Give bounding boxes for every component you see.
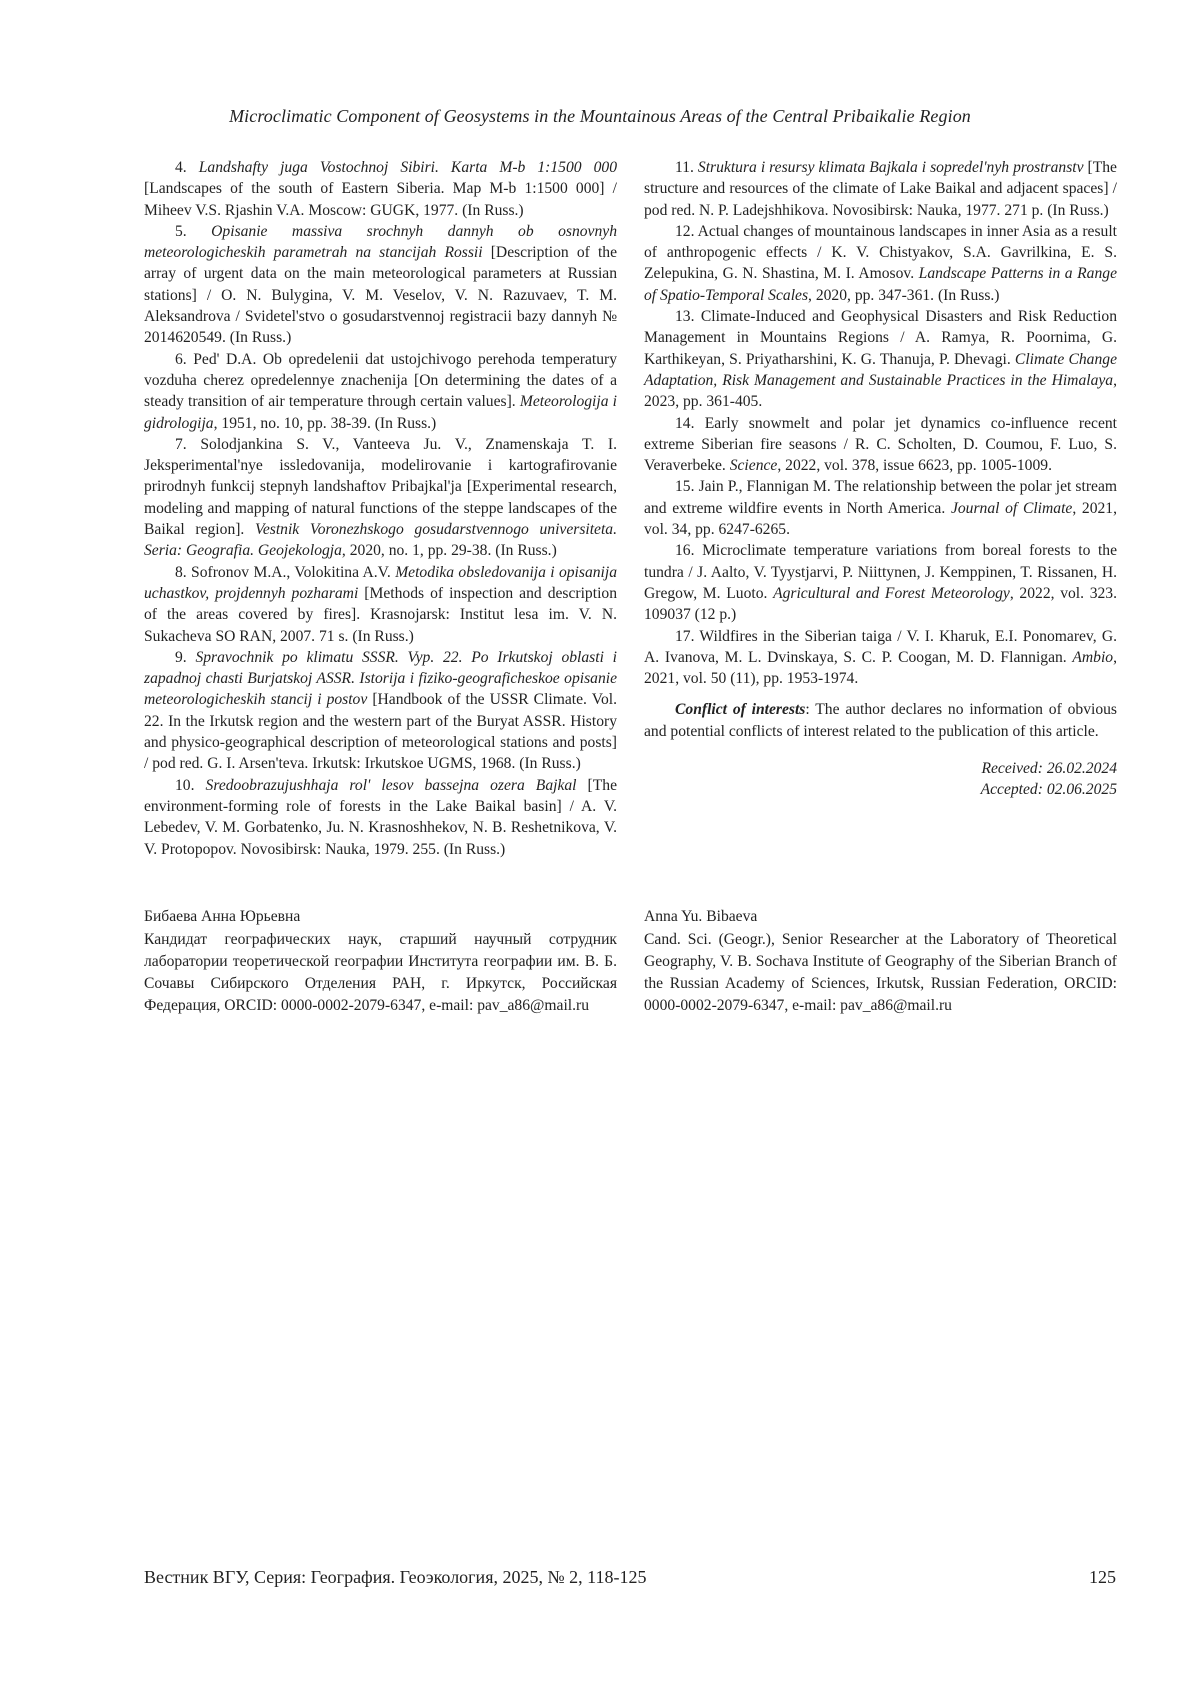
reference-source: Climate Change Adaptation, Risk Management and Sustainable Practices in the Himalaya (644, 351, 1117, 389)
author-info-english (644, 906, 1117, 1017)
reference-item (644, 306, 1117, 412)
reference-details: , 2022, vol. 323. 109037 (12 p.) (644, 585, 1117, 623)
author-name: Бибаева Анна Юрьевна (144, 906, 617, 928)
reference-number: 15. (675, 478, 695, 495)
reference-details: [Description of the array of urgent data on the main meteorological parameters at Russian stations] / O. N. Bulygina, V. M. Veselov, V. N. Razuvaev, T. M. Aleksandrova / Svidetel'stvo o gosudarstvennoj registracii bazy dannyh № 2014620549. (In Russ.) (144, 244, 617, 346)
page-number: 125 (1089, 1567, 1116, 1588)
reference-item (644, 626, 1117, 690)
reference-number: 7. (175, 436, 187, 453)
reference-details: , 2023, pp. 361-405. (644, 372, 1117, 410)
reference-number: 12. (675, 223, 695, 240)
reference-number: 8. (175, 564, 187, 581)
reference-number: 10. (175, 777, 195, 794)
references-left-column (144, 157, 617, 860)
reference-details: [The structure and resources of the climate of Lake Baikal and adjacent spaces] / pod red. N. P. Ladejshhikova. Novosibirsk: Nauka, 1977. 271 p. (In Russ.) (644, 159, 1117, 219)
reference-item (144, 157, 617, 221)
reference-source: Science (730, 457, 778, 474)
journal-footer: Вестник ВГУ, Серия: География. Геоэкология, 2025, № 2, 118-125 (144, 1567, 646, 1588)
reference-item (644, 413, 1117, 477)
reference-item (644, 221, 1117, 306)
reference-number: 11. (675, 159, 694, 176)
author-bio: Cand. Sci. (Geogr.), Senior Researcher at the Laboratory of Theoretical Geography, V. B. Sochava Institute of Geography of the Siberian Branch of the Russian Academy of Sciences, Irkutsk, Russian Federation, ORCID: 0000-0002-2079-6347, e-mail: pav_a86@mail.ru (644, 929, 1117, 1017)
reference-details: , 2021, vol. 50 (11), pp. 1953-1974. (644, 649, 1117, 687)
reference-authors: Microclimate temperature variations from boreal forests to the tundra / J. Aalto, V. Tyystjarvi, P. Niittynen, J. Kemppinen, T. Rissanen, H. Gregow, M. Luoto. (644, 542, 1117, 602)
reference-title: Landshafty juga Vostochnoj Sibiri. Karta M-b 1:1500 000 (199, 159, 617, 176)
reference-details: , 1951, no. 10, pp. 38-39. (In Russ.) (214, 415, 437, 432)
conflict-of-interests (644, 699, 1117, 742)
reference-number: 13. (675, 308, 695, 325)
article-dates (644, 758, 1117, 801)
reference-authors: Solodjankina S. V., Vanteeva Ju. V., Znamenskaja T. I. Jeksperimental'nye issledovanija, modelirovanie i kartografirovanie prirodnyh funkcij stepnyh landshaftov Pribajkal'ja [Experimental research, modeling and mapping of natural functions of the steppe landscapes of the Baikal region]. (144, 436, 617, 538)
author-info-russian (144, 906, 617, 1017)
reference-authors: Jain P., Flannigan M. The relationship between the polar jet stream and extreme wildfire events in North America. (644, 478, 1117, 516)
reference-item (144, 562, 617, 647)
reference-item (144, 647, 617, 775)
author-bio: Кандидат географических наук, старший научный сотрудник лаборатории теоретической географии Института географии им. В. Б. Сочавы Сибирского Отделения РАН, г. Иркутск, Российская Федерация, ORCID: 0000-0002-2079-6347, e-mail: pav_a86@mail.ru (144, 929, 617, 1017)
reference-authors: Ped' D.A. Ob opredelenii dat ustojchivogo perehoda temperatury vozduha cherez opredelennye znachenija [On determining the dates of a steady transition of air temperature through certain values]. (144, 351, 617, 411)
reference-source: Meteorologija i gidrologija (144, 393, 617, 431)
reference-details: [Methods of inspection and description of the areas covered by fires]. Krasnojarsk: Institut lesa im. V. N. Sukacheva SO RAN, 2007. 71 s. (In Russ.) (144, 585, 617, 645)
reference-authors: Sofronov M.A., Volokitina A.V. (187, 564, 395, 581)
reference-details: [Landscapes of the south of Eastern Siberia. Map M-b 1:1500 000] / Miheev V.S. Rjashin V.A. Moscow: GUGK, 1977. (In Russ.) (144, 180, 617, 218)
reference-item (144, 775, 617, 860)
reference-source: Agricultural and Forest Meteorology (773, 585, 1010, 602)
reference-title: Spravochnik po klimatu SSSR. Vyp. 22. Po Irkutskoj oblasti i zapadnoj chasti Burjatskoj ASSR. Istorija i fiziko-geograficheskoe opisanie meteorologicheskih stancij i postov (144, 649, 617, 709)
reference-details: [Handbook of the USSR Climate. Vol. 22. In the Irkutsk region and the western part of the Buryat ASSR. History and physico-geographical description of meteorological stations and posts] / pod red. G. I. Arsen'teva. Irkutsk: Irkutskoe UGMS, 1968. (In Russ.) (144, 691, 617, 772)
conflict-text: : The author declares no information of obvious and potential conflicts of interest related to the publication of this article. (644, 701, 1117, 739)
running-title: Microclimatic Component of Geosystems in the Mountainous Areas of the Central Pribaikalie Region (0, 106, 1200, 127)
reference-source: Journal of Climate (951, 500, 1072, 517)
reference-source: Landscape Patterns in a Range of Spatio-Temporal Scales (644, 265, 1117, 303)
reference-details: , 2021, vol. 34, pp. 6247-6265. (644, 500, 1117, 538)
reference-authors: Climate-Induced and Geophysical Disasters and Risk Reduction Management in Mountains Regions / A. Ramya, R. Poornima, G. Karthikeyan, S. Priyatharshini, K. G. Thanuja, P. Dhevagi. (644, 308, 1117, 368)
author-name: Anna Yu. Bibaeva (644, 906, 1117, 928)
reference-title: Sredoobrazujushhaja rol' lesov bassejna ozera Bajkal (206, 777, 577, 794)
reference-details: , 2020, no. 1, pp. 29-38. (In Russ.) (342, 542, 557, 559)
reference-number: 16. (675, 542, 695, 559)
references-right-column (644, 157, 1117, 801)
reference-item (144, 221, 617, 349)
reference-number: 14. (675, 415, 695, 432)
reference-source: Ambio (1072, 649, 1113, 666)
reference-source: Vestnik Voronezhskogo gosudarstvennogo universiteta. Seria: Geografia. Geojekologja (144, 521, 617, 559)
reference-number: 17. (675, 628, 695, 645)
reference-details: , 2022, vol. 378, issue 6623, pp. 1005-1009. (777, 457, 1052, 474)
reference-item (144, 434, 617, 562)
reference-item (644, 540, 1117, 625)
reference-authors: Actual changes of mountainous landscapes in inner Asia as a result of anthropogenic effects / K. V. Chistyakov, S.A. Gavrilkina, E. S. Zelepukina, G. N. Shastina, M. I. Amosov. (644, 223, 1117, 283)
reference-item (644, 476, 1117, 540)
reference-item (644, 157, 1117, 221)
reference-item (144, 349, 617, 434)
reference-number: 6. (175, 351, 187, 368)
reference-number: 4. (175, 159, 187, 176)
reference-authors: Wildfires in the Siberian taiga / V. I. Kharuk, E.I. Ponomarev, G. A. Ivanova, M. L. Dvinskaya, S. C. P. Coogan, M. D. Flannigan. (644, 628, 1117, 666)
reference-number: 5. (175, 223, 187, 240)
reference-title: Metodika obsledovanija i opisanija uchastkov, projdennyh pozharami (144, 564, 617, 602)
reference-number: 9. (175, 649, 187, 666)
reference-authors: Early snowmelt and polar jet dynamics co-influence recent extreme Siberian fire seasons / R. C. Scholten, D. Coumou, F. Luo, S. Veraverbeke. (644, 415, 1117, 475)
received-date: Received: 26.02.2024 (644, 758, 1117, 779)
conflict-label: Conflict of interests (675, 701, 805, 718)
reference-details: [The environment-forming role of forests in the Lake Baikal basin] / A. V. Lebedev, V. M. Gorbatenko, Ju. N. Krasnoshhekov, N. B. Reshetnikova, V. V. Protopopov. Novosibirsk: Nauka, 1979. 255. (In Russ.) (144, 777, 617, 858)
reference-title: Struktura i resursy klimata Bajkala i sopredel'nyh prostranstv (698, 159, 1084, 176)
reference-title: Opisanie massiva srochnyh dannyh ob osnovnyh meteorologicheskih parametrah na stancijah Rossii (144, 223, 617, 261)
accepted-date: Accepted: 02.06.2025 (644, 779, 1117, 800)
reference-details: , 2020, pp. 347-361. (In Russ.) (808, 287, 999, 304)
